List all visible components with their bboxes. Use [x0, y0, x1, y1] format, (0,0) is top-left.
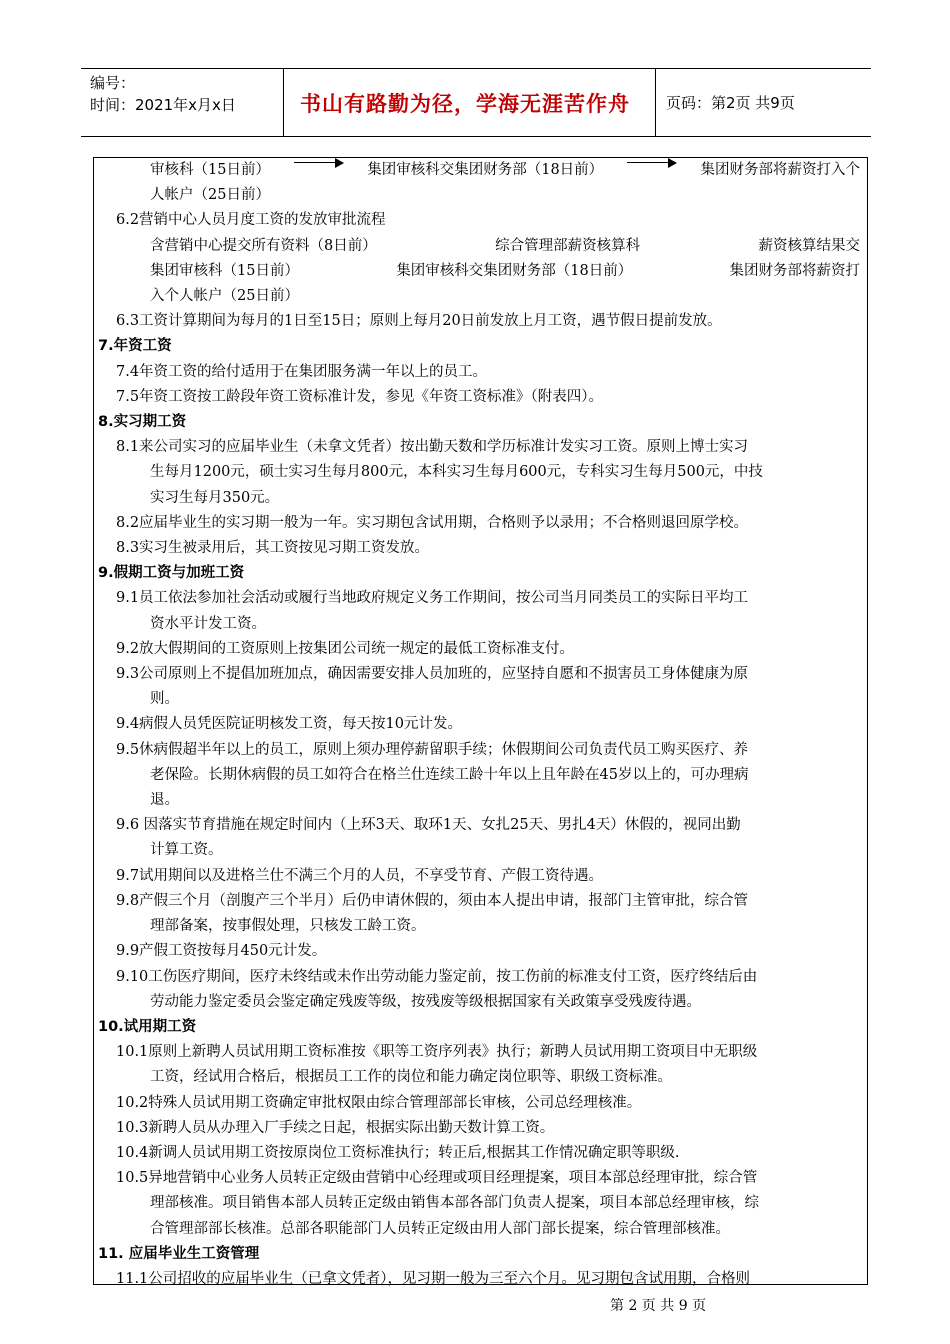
flow-step: 集团审核科交集团财务部（18日前） — [396, 262, 633, 279]
paragraph-line: 7.4年资工资的给付适用于在集团服务满一年以上的员工。 — [116, 363, 488, 380]
paragraph-line: 计算工资。 — [150, 842, 223, 859]
paragraph-line: 9.6 因落实节育措施在规定时间内（上环3天、取环1天、女扎25天、男扎4天）休假的，视同出勤 — [116, 817, 741, 834]
flow-arrow-icon — [627, 158, 677, 168]
paragraph-line: 10.2特殊人员试用期工资确定审批权限由综合管理部部长审核，公司总经理核准。 — [116, 1094, 642, 1111]
paragraph-line: 9.3公司原则上不提倡加班加点，确因需要安排人员加班的，应坚持自愿和不损害员工身体健康为原 — [116, 666, 749, 683]
paragraph-line: 9.4病假人员凭医院证明核发工资，每天按10元计发。 — [116, 716, 463, 733]
paragraph-line: 8.1来公司实习的应届毕业生（未拿文凭者）按出勤天数和学历标准计发实习工资。原则上博士实习 — [116, 439, 749, 456]
paragraph-line: 10.3新聘人员从办理入厂手续之日起，根据实际出勤天数计算工资。 — [116, 1119, 555, 1136]
header-motto: 书山有路勤为径，学海无涯苦作舟 — [300, 92, 630, 116]
paragraph-line: 10.4新调人员试用期工资按原岗位工资标准执行；转正后,根据其工作情况确定职等职级. — [116, 1144, 680, 1161]
paragraph-line: 则。 — [150, 691, 179, 708]
paragraph-line: 8.2应届毕业生的实习期一般为一年。实习期包含试用期，合格则予以录用；不合格则退回原学校。 — [116, 514, 749, 531]
document-body — [98, 158, 860, 1292]
approval-flow-row — [98, 158, 860, 183]
paragraph-line: 9.7试用期间以及进格兰仕不满三个月的人员，不享受节育、产假工资待遇。 — [116, 867, 604, 884]
flow-step: 集团财务部将薪资打 — [729, 262, 860, 279]
header-divider-left — [283, 68, 284, 136]
header-meta — [90, 72, 236, 116]
header-page-label: 页码：第2页 共9页 — [666, 94, 795, 112]
paragraph-line: 理部备案，按事假处理，只核发工龄工资。 — [150, 918, 426, 935]
flow-arrow-icon — [294, 158, 344, 168]
paragraph-line: 9.1员工依法参加社会活动或履行当地政府规定义务工作期间，按公司当月同类员工的实际日平均工 — [116, 590, 749, 607]
paragraph-line: 9.10工伤医疗期间，医疗未终结或未作出劳动能力鉴定前，按工伤前的标准支付工资，医疗终结后由 — [116, 968, 758, 985]
paragraph-line: 入个人帐户（25日前） — [150, 288, 299, 305]
approval-flow-row — [98, 234, 860, 259]
section-heading: 8.实习期工资 — [98, 414, 187, 431]
paragraph-line: 6.2营销中心人员月度工资的发放审批流程 — [116, 212, 386, 229]
paragraph-line: 退。 — [150, 792, 179, 809]
paragraph-line: 9.5休病假超半年以上的员工，原则上须办理停薪留职手续；休假期间公司负责代员工购买医疗、养 — [116, 741, 749, 758]
flow-step: 综合管理部薪资核算科 — [495, 237, 641, 254]
paragraph-line: 资水平计发工资。 — [150, 615, 266, 632]
paragraph-line: 老保险。长期休病假的员工如符合在格兰仕连续工龄十年以上且年龄在45岁以上的，可办理病 — [150, 766, 749, 783]
section-heading: 10.试用期工资 — [98, 1018, 197, 1035]
flow-step: 含营销中心提交所有资料（8日前） — [150, 237, 377, 254]
flow-step: 薪资核算结果交 — [758, 237, 860, 254]
paragraph-line: 7.5年资工资按工龄段年资工资标准计发，参见《年资工资标准》（附表四）。 — [116, 388, 604, 405]
paragraph-line: 10.1原则上新聘人员试用期工资标准按《职等工资序列表》执行；新聘人员试用期工资项目中无职级 — [116, 1044, 758, 1061]
paragraph-line: 10.5异地营销中心业务人员转正定级由营销中心经理或项目经理提案，项目本部总经理审批，综合管 — [116, 1170, 758, 1187]
paragraph-line: 9.8产假三个月（剖腹产三个半月）后仍申请休假的，须由本人提出申请，报部门主管审批，综合管 — [116, 892, 749, 909]
approval-flow-row — [98, 259, 860, 284]
paragraph-line: 生每月1200元，硕士实习生每月800元，本科实习生每月600元，专科实习生每月500元，中技 — [150, 464, 763, 481]
flow-step: 集团审核科（15日前） — [150, 262, 299, 279]
paragraph-line: 人帐户（25日前） — [150, 187, 270, 204]
paragraph-line: 9.2放大假期间的工资原则上按集团公司统一规定的最低工资标准支付。 — [116, 640, 575, 657]
paragraph-line: 6.3工资计算期间为每月的1日至15日；原则上每月20日前发放上月工资，遇节假日提前发放。 — [116, 313, 722, 330]
header-bottom-rule — [81, 136, 871, 137]
section-heading: 9.假期工资与加班工资 — [98, 565, 245, 582]
section-heading: 11. 应届毕业生工资管理 — [98, 1245, 260, 1262]
header-top-rule — [81, 68, 871, 69]
flow-step: 集团财务部将薪资打入个 — [700, 162, 860, 178]
paragraph-line: 9.9产假工资按每月450元计发。 — [116, 943, 327, 960]
header-divider-right — [655, 68, 656, 136]
paragraph-line: 11.1公司招收的应届毕业生（已拿文凭者），见习期一般为三至六个月。见习期包含试用期，合格则 — [116, 1270, 751, 1287]
paragraph-line: 工资，经试用合格后，根据员工工作的岗位和能力确定岗位职等、职级工资标准。 — [150, 1069, 672, 1086]
document-date-label: 时间：2021年x月x日 — [90, 96, 236, 114]
paragraph-line: 合管理部部长核准。总部各职能部门人员转正定级由用人部门部长提案，综合管理部核准。 — [150, 1220, 730, 1237]
flow-step: 集团审核科交集团财务部（18日前） — [367, 162, 604, 178]
document-number-label: 编号： — [90, 74, 136, 92]
section-heading: 7.年资工资 — [98, 338, 172, 355]
paragraph-line: 8.3实习生被录用后，其工资按见习期工资发放。 — [116, 540, 430, 557]
paragraph-line: 劳动能力鉴定委员会鉴定确定残废等级，按残废等级根据国家有关政策享受残废待遇。 — [150, 993, 701, 1010]
page-footer: 第 2 页 共 9 页 — [610, 1298, 707, 1314]
paragraph-line: 实习生每月350元。 — [150, 489, 280, 506]
flow-step: 审核科（15日前） — [150, 162, 270, 178]
paragraph-line: 理部核准。项目销售本部人员转正定级由销售本部各部门负责人提案，项目本部总经理审核，综 — [150, 1195, 759, 1212]
